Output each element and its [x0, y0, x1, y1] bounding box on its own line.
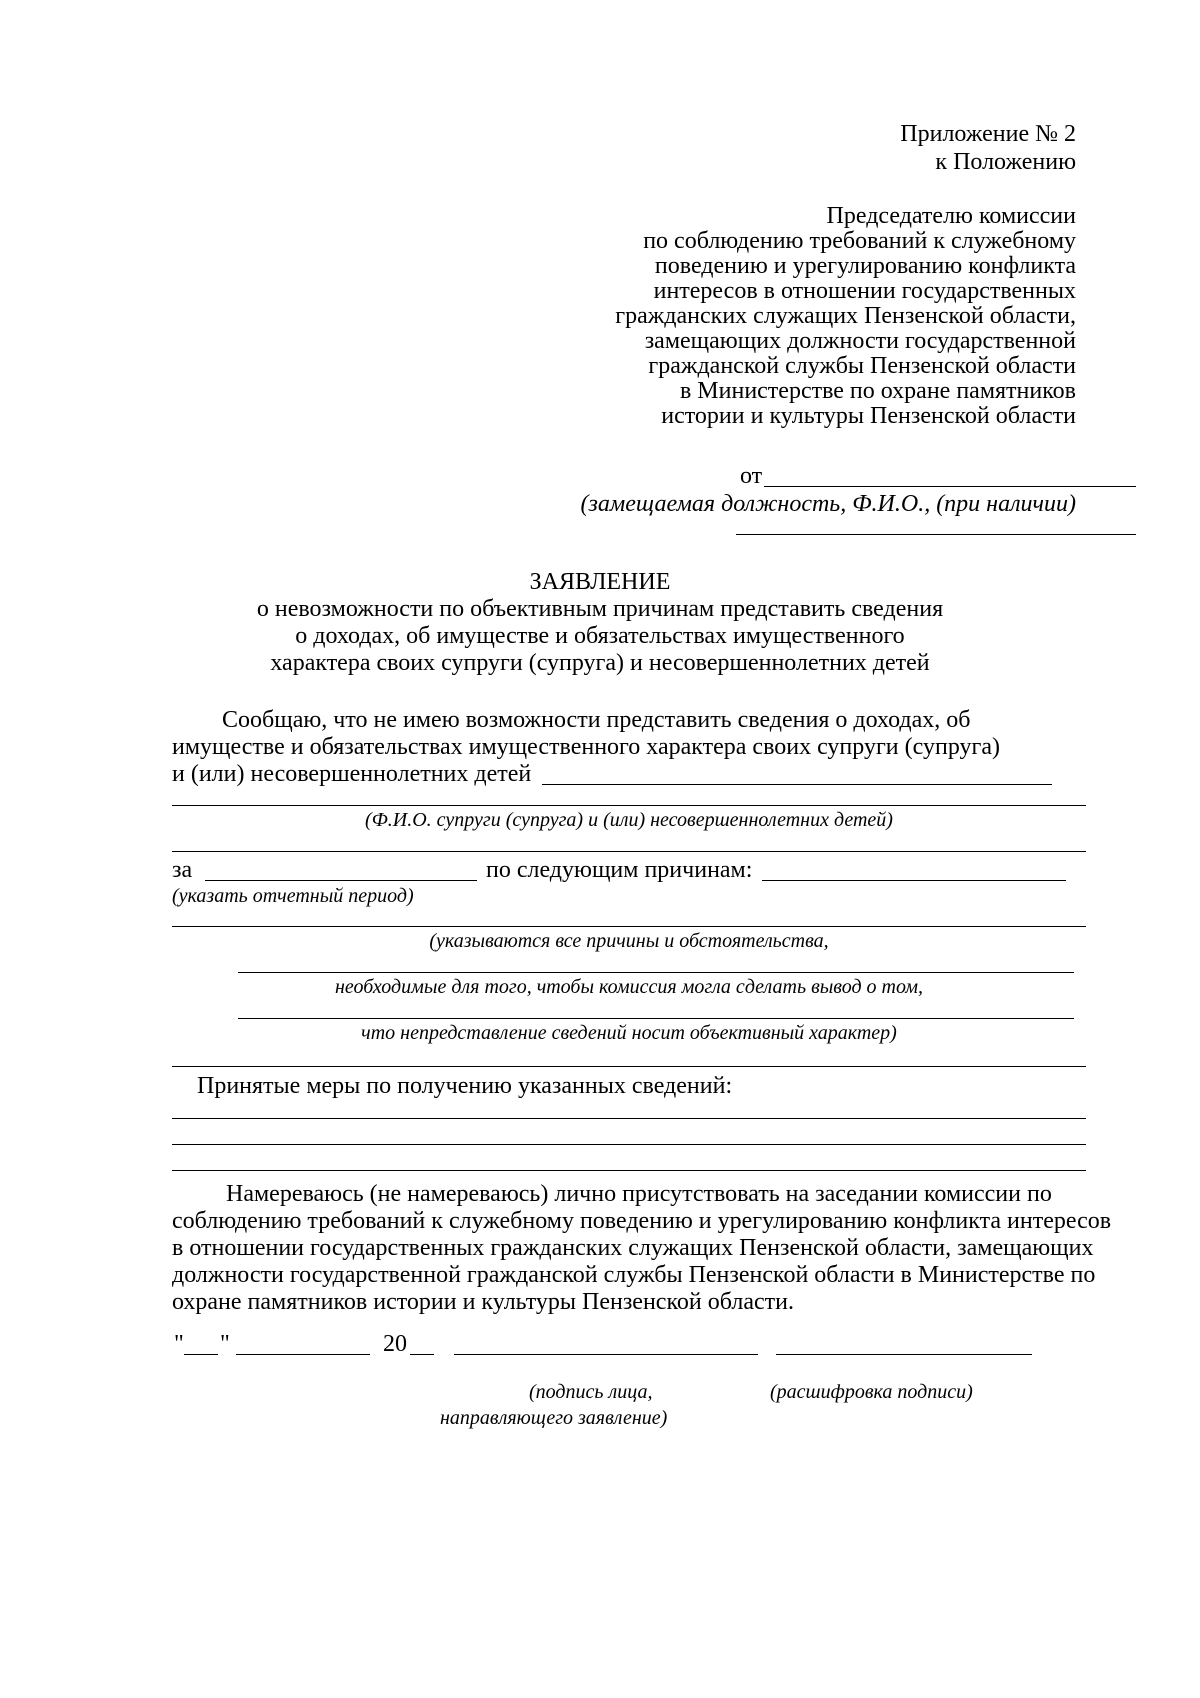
from-label: от: [740, 463, 763, 489]
reasons-hint: необходимые для того, чтобы комиссия могла сделать вывод о том,: [334, 976, 924, 998]
period-hint: (указать отчетный период): [172, 885, 414, 907]
measures-label: Принятые меры по получению указанных сведений:: [197, 1073, 733, 1099]
body-text: и (или) несовершеннолетних детей: [172, 761, 532, 787]
intent-text: Намереваюсь (не намереваюсь) лично присутствовать на заседании комиссии по: [226, 1181, 1052, 1207]
from-field-line[interactable]: [764, 486, 1136, 487]
addressee-line: интересов в отношении государственных: [653, 278, 1076, 304]
reasons-line-4[interactable]: [172, 1066, 1086, 1067]
addressee-line: замещающих должности государственной: [644, 328, 1076, 354]
regulation-reference: к Положению: [935, 149, 1076, 175]
addressee-line: Председателю комиссии: [826, 203, 1076, 229]
date-year-prefix: 20: [383, 1331, 407, 1357]
addressee-line: гражданской службы Пензенской области: [648, 353, 1076, 379]
date-quote-close: ": [220, 1331, 230, 1357]
addressee-line: гражданских служащих Пензенской области,: [615, 303, 1076, 329]
reasons-hint: что непредставление сведений носит объективный характер): [361, 1022, 897, 1044]
addressee-line: поведению и урегулированию конфликта: [654, 253, 1076, 279]
from-hint: (замещаемая должность, Ф.И.О., (при наличии): [580, 491, 1076, 517]
document-title: ЗАЯВЛЕНИЕ: [529, 569, 671, 595]
body-text: Сообщаю, что не имею возможности представить сведения о доходах, об: [222, 707, 971, 733]
reasons-label: по следующим причинам:: [486, 857, 753, 883]
reasons-line-1[interactable]: [172, 926, 1086, 927]
from-field-line-2[interactable]: [736, 534, 1136, 535]
reasons-line-3[interactable]: [238, 1018, 1074, 1019]
signature-hint: (подпись лица,: [529, 1381, 653, 1403]
period-field-line[interactable]: [205, 880, 477, 881]
body-text: имуществе и обязательствах имущественного характера своих супруги (супруга): [172, 734, 1000, 760]
signature-decoding-field[interactable]: [776, 1354, 1032, 1355]
date-year-field[interactable]: [410, 1354, 434, 1355]
document-subtitle: характера своих супруги (супруга) и несовершеннолетних детей: [270, 650, 930, 676]
intent-text: охране памятников истории и культуры Пензенской области.: [172, 1289, 794, 1315]
fio-field-line-2[interactable]: [172, 851, 1086, 852]
date-month-field[interactable]: [236, 1354, 370, 1355]
children-field-line[interactable]: [542, 784, 1052, 785]
intent-text: соблюдению требований к служебному поведению и урегулированию конфликта интересов: [172, 1208, 1112, 1234]
signature-hint: направляющего заявление): [440, 1407, 668, 1429]
intent-text: должности государственной гражданской службы Пензенской области в Министерстве по: [172, 1262, 1096, 1288]
reasons-field-line[interactable]: [762, 880, 1066, 881]
measures-line-1[interactable]: [172, 1118, 1086, 1119]
measures-line-3[interactable]: [172, 1170, 1086, 1171]
reasons-hint: (указываются все причины и обстоятельства,: [429, 930, 829, 952]
addressee-line: истории и культуры Пензенской области: [661, 403, 1076, 429]
date-day-field[interactable]: [184, 1354, 218, 1355]
addressee-line: по соблюдению требований к служебному: [643, 228, 1076, 254]
signature-field[interactable]: [454, 1354, 758, 1355]
document-subtitle: о доходах, об имуществе и обязательствах имущественного: [295, 623, 905, 649]
document-subtitle: о невозможности по объективным причинам представить сведения: [256, 596, 944, 622]
date-quote-open: ": [174, 1331, 184, 1357]
appendix-label: Приложение № 2: [900, 121, 1076, 147]
measures-line-2[interactable]: [172, 1144, 1086, 1145]
fio-field-line[interactable]: [172, 805, 1086, 806]
decoding-hint: (расшифровка подписи): [770, 1381, 973, 1403]
za-label: за: [172, 857, 193, 883]
reasons-line-2[interactable]: [238, 972, 1074, 973]
fio-hint: (Ф.И.О. супруги (супруга) и (или) несовершеннолетних детей): [365, 809, 893, 831]
intent-text: в отношении государственных гражданских служащих Пензенской области, замещающих: [172, 1235, 1094, 1261]
addressee-line: в Министерстве по охране памятников: [679, 378, 1076, 404]
